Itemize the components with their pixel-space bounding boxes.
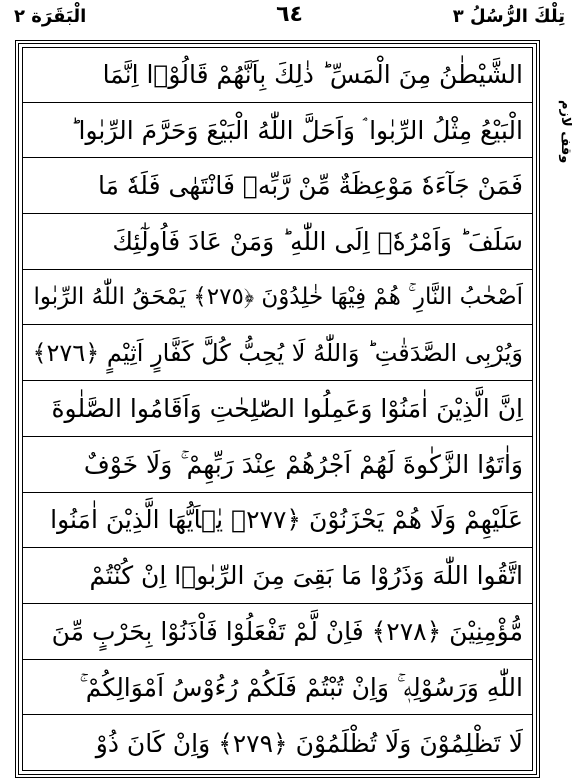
text-line-4: سَلَفَ ؕ وَاَمْرُهٗۤ اِلَى اللّٰهِ ؕ وَمَنْ عَادَ فَاُولٰٓئِكَ [22, 214, 533, 270]
text-line-7: اِنَّ الَّذِيْنَ اٰمَنُوْا وَعَمِلُوا الصّٰلِحٰتِ وَاَقَامُوا الصَّلٰوةَ [22, 381, 533, 437]
text-line-5: اَصْحٰبُ النَّارِ ۚ هُمْ فِيْهَا خٰلِدُوْنَ ﴿٢٧٥﴾ يَمْحَقُ اللّٰهُ الرِّبٰوا [22, 270, 533, 326]
text-line-10: اتَّقُوا اللّٰهَ وَذَرُوْا مَا بَقِىَ مِنَ الرِّبٰوۤا اِنْ كُنْتُمْ [22, 548, 533, 604]
text-line-3: فَمَنْ جَآءَهٗ مَوْعِظَةٌ مِّنْ رَّبِّهٖ فَانْتَهٰى فَلَهٗ مَا [22, 158, 533, 214]
text-line-2: الْبَيْعُ مِثْلُ الرِّبٰوا ۘ وَاَحَلَّ اللّٰهُ الْبَيْعَ وَحَرَّمَ الرِّبٰوا ؕ [22, 103, 533, 159]
text-line-6: وَيُرْبِى الصَّدَقٰتِ ؕ وَاللّٰهُ لَا يُحِبُّ كُلَّ كَفَّارٍ اَثِيْمٍ ﴿٢٧٦﴾ [22, 326, 533, 382]
margin-stop-note: وقف لازم [558, 100, 573, 164]
text-line-12: اللّٰهِ وَرَسُوْلِهٖ ۚ وَاِنْ تُبْتُمْ فَلَكُمْ رُءُوْسُ اَمْوَالِكُمْ ۚ [22, 660, 533, 716]
page-header [0, 0, 579, 40]
text-line-13: لَا تَظْلِمُوْنَ وَلَا تُظْلَمُوْنَ ﴿٢٧٩﴾ وَاِنْ كَانَ ذُوْ [95, 728, 523, 758]
text-line-11: مُّؤْمِنِيْنَ ﴿٢٧٨﴾ فَاِنْ لَّمْ تَفْعَلُوْا فَاْذَنُوْا بِحَرْبٍ مِّنَ [22, 604, 533, 660]
page-number: ٦٤ [276, 2, 303, 27]
juz-name: تِلْكَ الرُّسُلُ ٣ [452, 6, 565, 27]
text-line-9: عَلَيْهِمْ وَلَا هُمْ يَحْزَنُوْنَ ﴿٢٧٧﴾ يٰۤاَيُّهَا الَّذِيْنَ اٰمَنُوا [22, 493, 533, 549]
text-line-8: وَاٰتَوُا الزَّكٰوةَ لَهُمْ اَجْرُهُمْ عِنْدَ رَبِّهِمْ ۚ وَلَا خَوْفٌ [22, 437, 533, 493]
text-line-1: الشَّيْطٰنُ مِنَ الْمَسِّ ؕ ذٰلِكَ بِاَنَّهُمْ قَالُوْۤا اِنَّمَا [22, 47, 533, 103]
surah-name: الْبَقَرَة ٢ [14, 6, 87, 27]
